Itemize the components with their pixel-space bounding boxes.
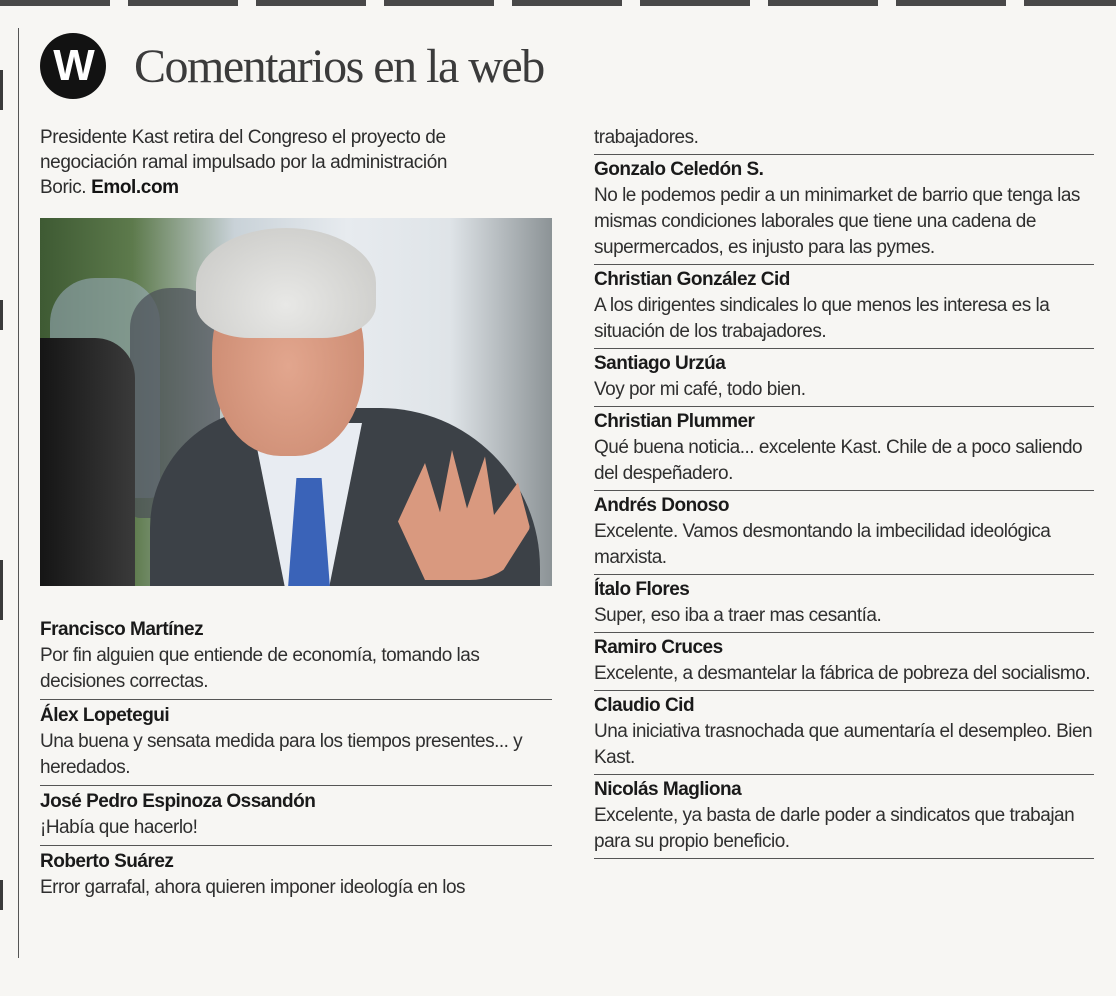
comment-text: Excelente, a desmantelar la fábrica de pobreza del socialismo. (594, 663, 1091, 684)
comment-text: No le podemos pedir a un minimarket de barrio que tenga las mismas condiciones laborales que tiene una cadena de supermercados, es injusto para las pymes. (594, 185, 1080, 258)
comment-author: Francisco Martínez (40, 619, 204, 640)
left-column (40, 125, 552, 905)
comment-author: Andrés Donoso (594, 495, 729, 516)
comment-item (594, 407, 1094, 491)
comment-item (594, 633, 1094, 691)
comment-item (40, 700, 552, 786)
comment-text: Error garrafal, ahora quieren imponer ideología en los (40, 877, 466, 898)
comment-author: Álex Lopetegui (40, 705, 170, 726)
comment-continuation (594, 125, 1094, 155)
comment-item (594, 155, 1094, 265)
top-rule (0, 0, 1116, 6)
comment-author: Santiago Urzúa (594, 353, 726, 374)
comment-text: trabajadores. (594, 127, 699, 148)
page-gutter-line (18, 28, 19, 958)
comment-author: José Pedro Espinoza Ossandón (40, 791, 316, 812)
right-comments-list (594, 155, 1094, 859)
intro-text: Presidente Kast retira del Congreso el proyecto de negociación ramal impulsado por la administración Boric. (40, 127, 448, 198)
intro-source: Emol.com (91, 177, 179, 198)
comment-item (594, 775, 1094, 859)
comment-item (594, 575, 1094, 633)
comment-item (40, 614, 552, 700)
photo-camera-silhouette (40, 338, 135, 586)
comment-text: Voy por mi café, todo bien. (594, 379, 806, 400)
comment-text: ¡Había que hacerlo! (40, 817, 198, 838)
comment-text: Qué buena noticia... excelente Kast. Chile de a poco saliendo del despeñadero. (594, 437, 1083, 484)
comment-author: Ítalo Flores (594, 579, 690, 600)
comment-text: Una iniciativa trasnochada que aumentaría el desempleo. Bien Kast. (594, 721, 1093, 768)
comment-item (594, 349, 1094, 407)
comment-item (594, 265, 1094, 349)
comment-author: Christian González Cid (594, 269, 790, 290)
comment-author: Christian Plummer (594, 411, 755, 432)
comment-item (40, 846, 552, 905)
comment-item (594, 491, 1094, 575)
edge-mark (0, 880, 3, 910)
left-comments-list (40, 614, 552, 905)
comment-text: Una buena y sensata medida para los tiempos presentes... y heredados. (40, 731, 523, 778)
comment-author: Ramiro Cruces (594, 637, 723, 658)
comment-author: Nicolás Magliona (594, 779, 742, 800)
right-column (594, 125, 1094, 859)
comment-text: A los dirigentes sindicales lo que menos les interesa es la situación de los trabajadores. (594, 295, 1050, 342)
comment-text: Super, eso iba a traer mas cesantía. (594, 605, 882, 626)
comment-item (40, 786, 552, 846)
section-title: Comentarios en la web (134, 39, 544, 93)
edge-mark (0, 560, 3, 620)
comment-item (594, 691, 1094, 775)
section-header (40, 30, 544, 102)
comment-text: Excelente, ya basta de darle poder a sindicatos que trabajan para su propio beneficio. (594, 805, 1075, 852)
news-photo (40, 218, 552, 586)
edge-mark (0, 70, 3, 110)
comment-author: Claudio Cid (594, 695, 695, 716)
intro-paragraph (40, 125, 460, 200)
w-badge-icon: W (40, 33, 106, 99)
comment-author: Roberto Suárez (40, 851, 174, 872)
comment-text: Excelente. Vamos desmontando la imbecilidad ideológica marxista. (594, 521, 1051, 568)
edge-mark (0, 300, 3, 330)
comment-text: Por fin alguien que entiende de economía, tomando las decisiones correctas. (40, 645, 480, 692)
comment-author: Gonzalo Celedón S. (594, 159, 764, 180)
photo-hair (196, 228, 376, 338)
